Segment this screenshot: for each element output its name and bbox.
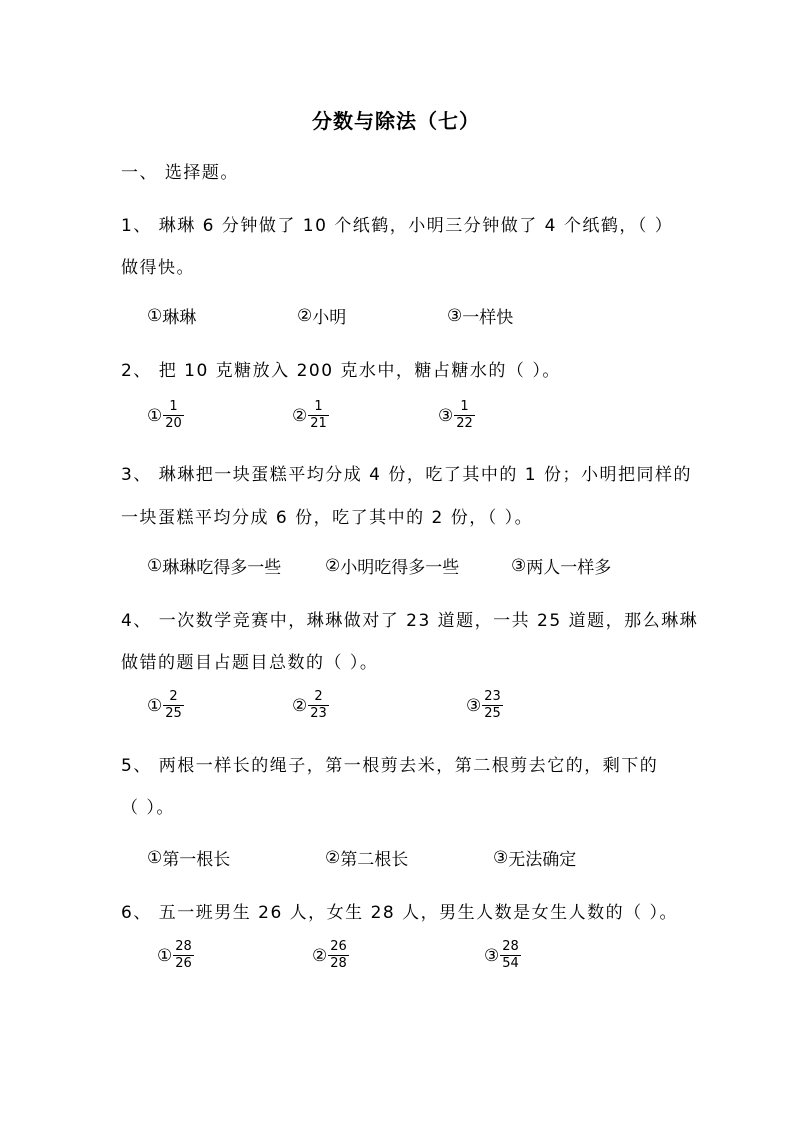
fraction-numerator: 1 — [314, 399, 323, 414]
question-2-option-2 — [292, 400, 329, 431]
fraction-numerator: 28 — [175, 939, 192, 954]
question-5-line-1: 5、 两根一样长的绳子，第一根剪去米，第二根剪去它的，剩下的 — [121, 756, 659, 776]
option-marker: ③ — [438, 405, 454, 426]
question-4-option-1 — [147, 690, 184, 721]
option-marker: ③ — [447, 305, 463, 326]
question-3-option-3 — [511, 553, 611, 578]
option-text: 无法确定 — [508, 850, 577, 870]
question-4-line-1: 4、 一次数学竞赛中，琳琳做对了 23 道题，一共 25 道题，那么琳琳 — [121, 611, 699, 631]
fraction — [454, 400, 475, 431]
fraction-denominator: 20 — [165, 416, 182, 431]
question-1-line-1: 1、 琳琳 6 分钟做了 10 个纸鹤，小明三分钟做了 4 个纸鹤，（ ） — [121, 216, 674, 236]
question-3-option-1 — [147, 553, 281, 578]
fraction-denominator: 28 — [330, 956, 347, 971]
option-marker: ③ — [511, 555, 527, 576]
option-marker: ① — [157, 945, 173, 966]
option-marker: ① — [147, 695, 163, 716]
fraction-denominator: 25 — [484, 706, 501, 721]
question-6-option-2 — [312, 940, 349, 971]
fraction-numerator: 23 — [484, 689, 501, 704]
question-3-option-2 — [325, 553, 459, 578]
question-1-option-1 — [147, 303, 196, 328]
question-1-option-2 — [297, 303, 346, 328]
option-marker: ③ — [484, 945, 500, 966]
fraction — [500, 940, 521, 971]
question-1-line-2: 做得快。 — [121, 258, 195, 278]
question-5-option-2 — [325, 845, 408, 870]
option-text: 第二根长 — [340, 850, 409, 870]
fraction-numerator: 2 — [314, 689, 323, 704]
option-marker: ② — [325, 847, 341, 868]
fraction-denominator: 26 — [175, 956, 192, 971]
question-5-line-2: （ ）。 — [121, 798, 175, 818]
option-text: 第一根长 — [162, 850, 231, 870]
question-1-option-3 — [447, 303, 513, 328]
question-6-line-1: 6、 五一班男生 26 人，女生 28 人，男生人数是女生人数的（ ）。 — [121, 903, 679, 923]
fraction-numerator: 1 — [169, 399, 178, 414]
option-marker: ② — [312, 945, 328, 966]
fraction — [308, 400, 329, 431]
fraction-denominator: 21 — [310, 416, 327, 431]
fraction-denominator: 25 — [165, 706, 182, 721]
option-marker: ② — [292, 695, 308, 716]
option-marker: ① — [147, 405, 163, 426]
option-marker: ② — [292, 405, 308, 426]
question-2-option-1 — [147, 400, 184, 431]
question-2-option-3 — [438, 400, 475, 431]
question-3-line-1: 3、 琳琳把一块蛋糕平均分成 4 份，吃了其中的 1 份；小明把同样的 — [121, 465, 692, 485]
question-2-line-1: 2、 把 10 克糖放入 200 克水中，糖占糖水的（ ）。 — [121, 361, 561, 381]
fraction — [163, 690, 184, 721]
option-text: 一样快 — [462, 308, 514, 328]
fraction — [482, 690, 503, 721]
question-5-option-3 — [493, 845, 576, 870]
option-text: 小明 — [312, 308, 347, 328]
page-title: 分数与除法（七） — [312, 109, 480, 133]
fraction-denominator: 22 — [456, 416, 473, 431]
option-marker: ① — [147, 305, 163, 326]
question-4-line-2: 做错的题目占题目总数的（ ）。 — [121, 653, 379, 673]
section-heading: 一、 选择题。 — [121, 163, 239, 183]
fraction-numerator: 1 — [460, 399, 469, 414]
option-marker: ③ — [493, 847, 509, 868]
question-5-option-1 — [147, 845, 230, 870]
fraction-denominator: 54 — [502, 956, 519, 971]
option-marker: ② — [325, 555, 341, 576]
question-6-option-1 — [157, 940, 194, 971]
option-marker: ③ — [466, 695, 482, 716]
fraction — [173, 940, 194, 971]
fraction — [328, 940, 349, 971]
question-4-option-2 — [292, 690, 329, 721]
fraction-denominator: 23 — [310, 706, 327, 721]
question-3-line-2: 一块蛋糕平均分成 6 份，吃了其中的 2 份，（ ）。 — [121, 508, 534, 528]
question-6-option-3 — [484, 940, 521, 971]
fraction — [163, 400, 184, 431]
fraction — [308, 690, 329, 721]
fraction-numerator: 28 — [502, 939, 519, 954]
option-marker: ① — [147, 847, 163, 868]
fraction-numerator: 26 — [330, 939, 347, 954]
question-4-option-3 — [466, 690, 503, 721]
option-marker: ① — [147, 555, 163, 576]
fraction-numerator: 2 — [169, 689, 178, 704]
option-text: 小明吃得多一些 — [340, 558, 460, 578]
option-marker: ② — [297, 305, 313, 326]
option-text: 琳琳 — [162, 308, 197, 328]
option-text: 两人一样多 — [526, 558, 612, 578]
option-text: 琳琳吃得多一些 — [162, 558, 282, 578]
